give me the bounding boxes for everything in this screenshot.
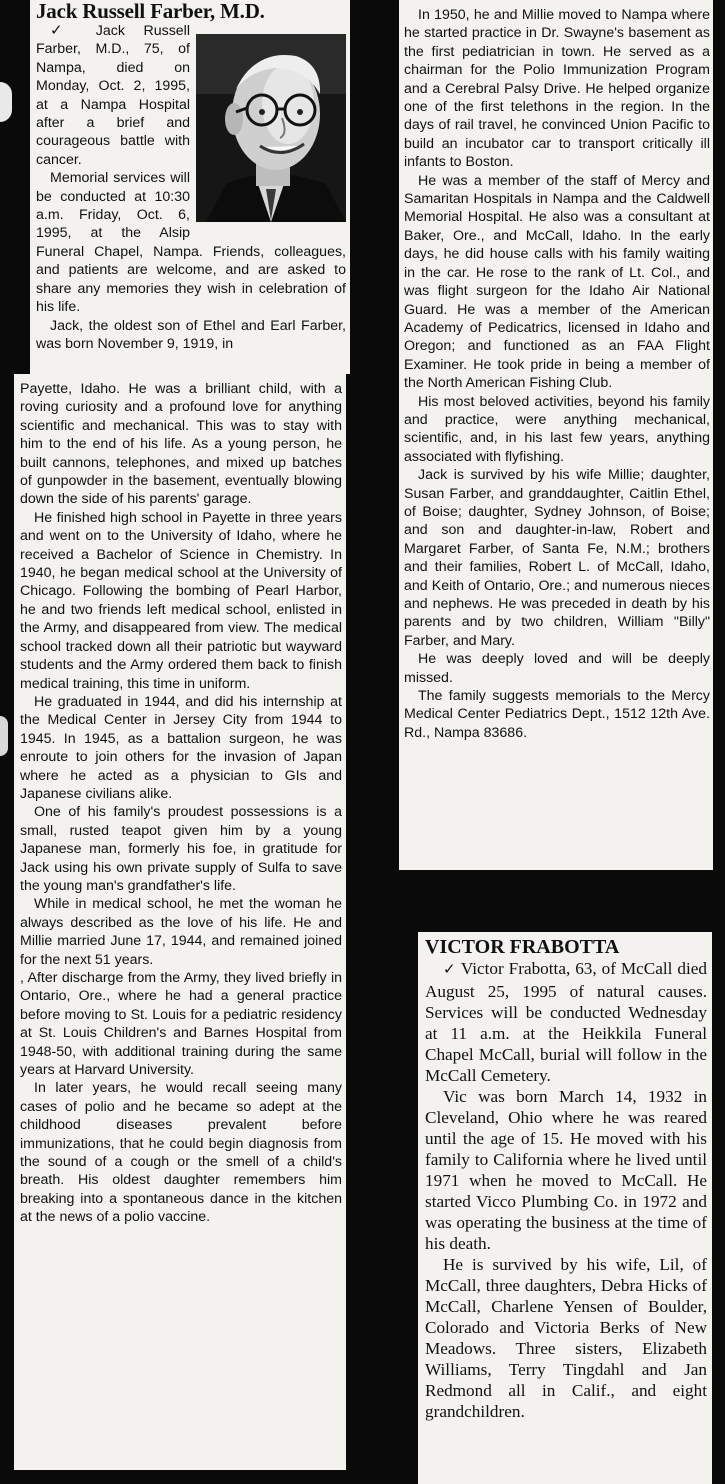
obituary-headline: VICTOR FRABOTTA xyxy=(425,936,620,958)
page-edge-mark xyxy=(0,82,12,122)
obituary-headline: Jack Russell Farber, M.D. xyxy=(36,0,265,23)
obituary-jack-farber-continued xyxy=(14,374,346,1470)
paragraph: Jack, the oldest son of Ethel and Earl Farber, was born November 9, 1919, in xyxy=(36,317,346,352)
paragraph: He finished high school in Payette in three years and went on to the University of Idaho, where he received a Bachelor of Science in Chemistry. In 1940, he began medical school at the University of Chicago. Following the bombing of Pearl Harbor, he and two friends left medical school, enlisted in the Army, and disappeared from view. The medical school tracked down all their patriotic but wayward students and the Army ordered them back to finish medical training, this time in uniform. xyxy=(20,509,342,692)
paragraph: Jack is survived by his wife Millie; daughter, Susan Farber, and granddaughter, Caitlin Ethel, of Boise; daughter, Sydney Johnson, of Boise; and son and daughter-in-law, Robert and Margaret Farber, of Santa Fe, N.M.; brothers and their families, Robert L. of McCall, Idaho, and Keith of Ontario, Ore.; and numerous nieces and nephews. He was preceded in death by his parents and by two children, William "Billy" Farber, and Mary. xyxy=(404,467,710,649)
paragraph: In 1950, he and Millie moved to Nampa where he started practice in Dr. Swayne's basement as the first pediatrician in town. He served as a chairman for the Polio Immunization Program and a Cerebral Palsy Drive. He helped organize one of the first telethons in the region. In the days of rail travel, he convinced Union Pacific to build an incubator car to transport critically ill infants to Boston. xyxy=(404,7,710,171)
paragraph: The family suggests memorials to the Mercy Medical Center Pediatrics Dept., 1512 12th Ave. Rd., Nampa 83686. xyxy=(404,688,710,741)
paragraph: He was deeply loved and will be deeply missed. xyxy=(404,651,710,686)
portrait-photo xyxy=(196,34,346,222)
obituary-jack-farber-top xyxy=(30,0,350,374)
paragraph: In later years, he would recall seeing many cases of polio and he became so adept at the childhood diseases prevalent before immunizations, that he could begin diagnosis from the sound of a cough or the smell of a child's breath. His oldest daughter remembers him breaking into a spontaneous dance in the kitchen at the news of a polio vaccine. xyxy=(20,1080,342,1226)
paragraph: Victor Frabotta, 63, of McCall died August 25, 1995 of natural causes. Services will be conducted Wednesday at 11 a.m. at the Heikkila Funeral Chapel McCall, burial will follow in the McCall Cemetery. xyxy=(425,959,707,1085)
obituary-victor-frabotta xyxy=(418,932,712,1484)
paragraph: He is survived by his wife, Lil, of McCall, three daughters, Debra Hicks of McCall, Charlene Yensen of Boulder, Colorado and Victoria Berks of New Meadows. Three sisters, Elizabeth Williams, Terry Tingdahl and Jan Redmond all in Calif., and eight grandchildren. xyxy=(425,1255,707,1421)
paragraph: Jack Russell Farber, M.D., 75, of Nampa, died on Monday, Oct. 2, 1995, at a Nampa Hospital after a brief and courageous battle with cancer. xyxy=(36,23,190,168)
paragraph: His most beloved activities, beyond his family and practice, were anything mechanical, scientific, and, in his last few years, anything associated with flyfishing. xyxy=(404,393,710,465)
checkmark-icon: ✓ xyxy=(443,962,457,978)
paragraph: While in medical school, he met the woman he always described as the love of his life. He and Millie married June 17, 1944, and remained joined for the next 51 years. xyxy=(20,896,342,968)
paragraph: , After discharge from the Army, they lived briefly in Ontario, Ore., where he had a general practice before moving to St. Louis for a pediatric residency at St. Louis Children's and Barnes Hospital from 1948-50, with additional training during the same years at Harvard University. xyxy=(20,970,342,1079)
obituary-jack-farber-right-column xyxy=(399,0,713,870)
paragraph: He was a member of the staff of Mercy and Samaritan Hospitals in Nampa and the Caldwell Memorial Hospital. He also was a consultant at Baker, Ore., and McCall, Idaho. In the early days, he did house calls with his family waiting in the car. He rose to the rank of Lt. Col., and was flight surgeon for the Idaho Air National Guard. He was a member of the American Academy of Pedicatrics, licensed in Idaho and Oregon; and functioned as an FAA Flight Examiner. He took pride in being a member of the North American Fishing Club. xyxy=(404,172,710,392)
page-edge-mark xyxy=(0,716,8,756)
paragraph: He graduated in 1944, and did his internship at the Medical Center in Jersey City from 1944 to 1945. In 1945, as a battalion surgeon, he was enroute to join others for the invasion of Japan where he acted as a physician to GIs and Japanese civilians alike. xyxy=(20,693,342,802)
paragraph: One of his family's proudest possessions is a small, rusted teapot given him by a young Japanese man, formerly his foe, in gratitude for Jack using his own private supply of Sulfa to save the young man's grandfather's life. xyxy=(20,804,342,894)
paragraph: Memorial services will be conducted at 10:30 a.m. Friday, Oct. 6, 1995, at the Alsip Funeral Chapel, Nampa. Friends, colleagues, and patients are welcome, and are asked to share any memories they wish in celebration of his life. xyxy=(36,170,346,316)
paragraph: Vic was born March 14, 1932 in Cleveland, Ohio where he was reared until the age of 15. He moved with his family to California where he lived until 1971 when he moved to McCall. He started Vicco Plumbing Co. in 1972 and was operating the business at the time of his death. xyxy=(425,1087,707,1253)
paragraph: Payette, Idaho. He was a brilliant child, with a roving curiosity and a profound love for anything scientific and mechanical. This was to stay with him to the end of his life. As a young person, he built cannons, telephones, and mixed up batches of gunpowder in the basement, eventually blowing down the side of his parents' garage. xyxy=(20,381,342,508)
checkmark-icon: ✓ xyxy=(50,23,78,39)
